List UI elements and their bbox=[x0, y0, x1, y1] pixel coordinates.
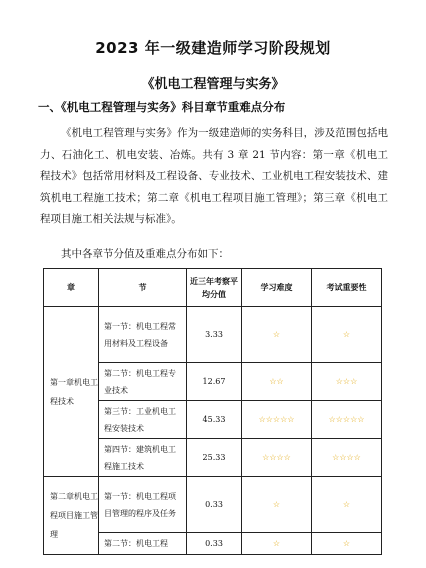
header-difficulty: 学习难度 bbox=[242, 269, 312, 307]
importance-stars: ☆ bbox=[312, 307, 382, 363]
header-section: 节 bbox=[99, 269, 187, 307]
subject-title: 《机电工程管理与实务》 bbox=[141, 77, 285, 92]
intro-paragraph: 《机电工程管理与实务》作为一级建造师的实务科目，涉及范围包括电力、石油化工、机电安装、冶炼。共有 3 章 21 节内容：第一章《机电工程技术》包括常用材料及工程设备、专业技术、工业机电工程安装技术、建筑机电工程施工技术；第二章《机电工程项目施工管理》；第三章《机电工程项目施工相关法规与标准》。 bbox=[40, 127, 388, 225]
section-cell: 第一节：机电工程常用材料及工程设备 bbox=[99, 307, 187, 363]
table-header-row bbox=[44, 269, 382, 307]
section-cell: 第三节：工业机电工程安装技术 bbox=[99, 401, 187, 439]
score-cell: 0.33 bbox=[187, 477, 242, 533]
header-score: 近三年考察平均分值 bbox=[187, 269, 242, 307]
section-cell: 第二节：机电工程 bbox=[99, 533, 187, 555]
table-row bbox=[44, 307, 382, 363]
score-cell: 3.33 bbox=[187, 307, 242, 363]
importance-stars: ☆☆☆☆☆ bbox=[312, 401, 382, 439]
importance-stars: ☆ bbox=[312, 477, 382, 533]
header-chapter: 章 bbox=[44, 269, 99, 307]
header-importance: 考试重要性 bbox=[312, 269, 382, 307]
score-cell: 0.33 bbox=[187, 533, 242, 555]
difficulty-stars: ☆☆☆☆☆ bbox=[242, 401, 312, 439]
difficulty-stars: ☆ bbox=[242, 307, 312, 363]
importance-stars: ☆ bbox=[312, 533, 382, 555]
chapter-cell: 第一章机电工程技术 bbox=[44, 307, 99, 477]
section-cell: 第二节：机电工程专业技术 bbox=[99, 363, 187, 401]
importance-stars: ☆☆☆ bbox=[312, 363, 382, 401]
importance-stars: ☆☆☆☆ bbox=[312, 439, 382, 477]
chapter-distribution-table bbox=[43, 268, 382, 555]
difficulty-stars: ☆ bbox=[242, 477, 312, 533]
difficulty-stars: ☆ bbox=[242, 533, 312, 555]
score-cell: 25.33 bbox=[187, 439, 242, 477]
section-cell: 第四节：建筑机电工程施工技术 bbox=[99, 439, 187, 477]
document-title: 2023 年一级建造师学习阶段规划 bbox=[95, 39, 331, 57]
score-cell: 12.67 bbox=[187, 363, 242, 401]
difficulty-stars: ☆☆☆☆ bbox=[242, 439, 312, 477]
difficulty-stars: ☆☆ bbox=[242, 363, 312, 401]
section-cell: 第一节：机电工程项目管理的程序及任务 bbox=[99, 477, 187, 533]
table-intro-text: 其中各章节分值及重难点分布如下： bbox=[61, 248, 229, 260]
score-cell: 45.33 bbox=[187, 401, 242, 439]
table-row bbox=[44, 477, 382, 533]
section-heading: 一、《机电工程管理与实务》科目章节重难点分布 bbox=[38, 100, 286, 114]
chapter-cell: 第二章机电工程项目施工管理 bbox=[44, 477, 99, 555]
